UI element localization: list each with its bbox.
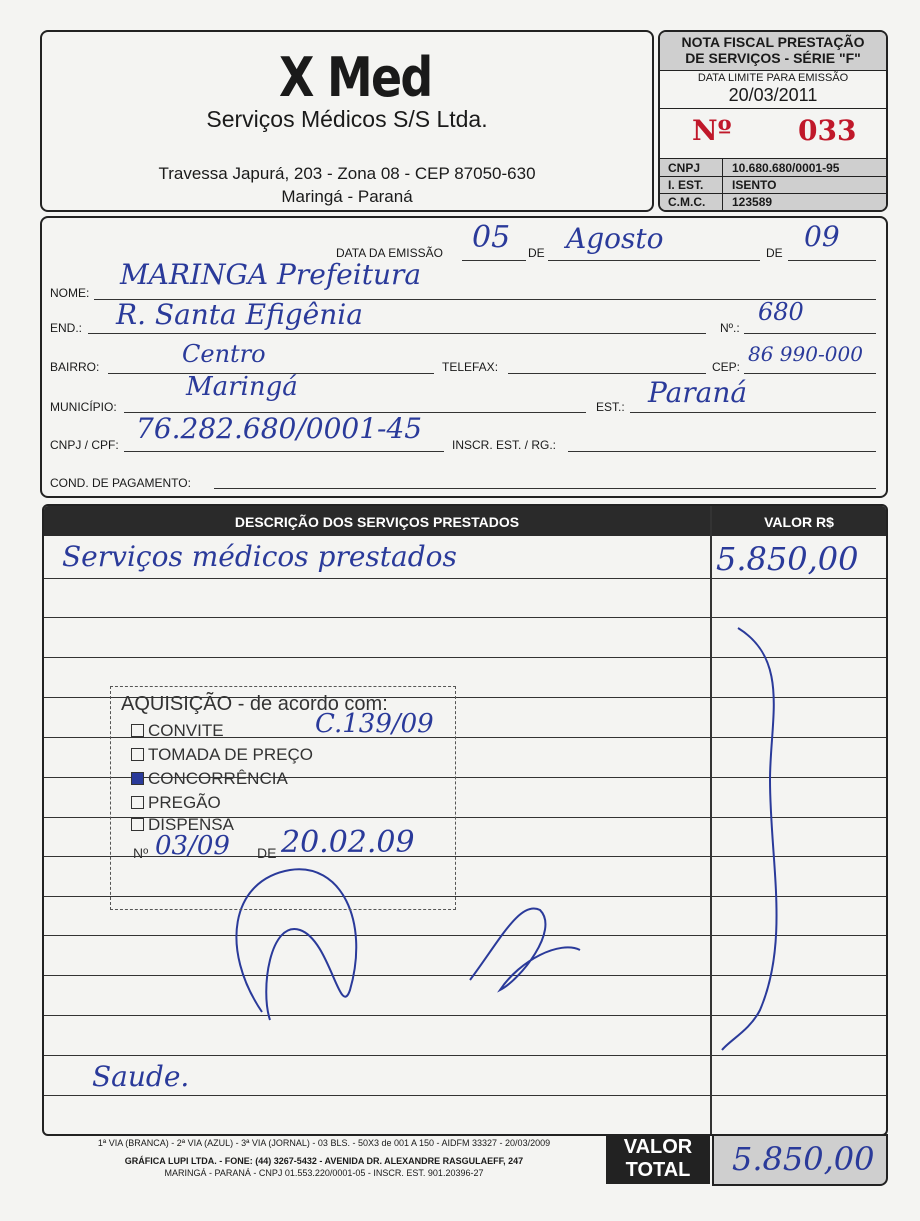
acquisition-stamp [110, 686, 456, 910]
company-logo: X Med [279, 46, 432, 109]
emission-year[interactable]: 09 [804, 220, 840, 253]
stamp-convite: CONVITE [131, 721, 224, 741]
stamp-tomada: TOMADA DE PREÇO [131, 745, 313, 765]
cep-value[interactable]: 86 990-000 [748, 342, 863, 366]
cep-label: CEP: [712, 360, 741, 374]
numero-value[interactable]: 680 [758, 298, 804, 326]
stamp-concorrencia: CONCORRÊNCIA [131, 769, 288, 789]
company-city: Maringá - Paraná [281, 187, 413, 206]
services-desc-header: DESCRIÇÃO DOS SERVIÇOS PRESTADOS [234, 514, 520, 530]
est-value[interactable]: Paraná [648, 376, 748, 409]
emission-day[interactable]: 05 [472, 220, 511, 255]
bairro-value[interactable]: Centro [182, 340, 266, 368]
stamp-code[interactable]: C.139/09 [315, 709, 434, 739]
cond-pagamento-label: COND. DE PAGAMENTO: [50, 476, 191, 490]
stamp-dispensa: DISPENSA [131, 815, 234, 835]
nota-title-2: DE SERVIÇOS - SÉRIE "F" [685, 50, 861, 66]
stamp-no-value[interactable]: 03/09 [155, 831, 230, 861]
footer-line-1: 1ª VIA (BRANCA) - 2ª VIA (AZUL) - 3ª VIA (JORNAL) - 03 BLS. - 50X3 de 001 A 150 - AIDFM 33327 - 20/03/2009 [97, 1138, 551, 1148]
stamp-de-label: DE [257, 845, 277, 861]
nota-number: 033 [798, 114, 857, 147]
inscr-label: INSCR. EST. / RG.: [452, 438, 557, 452]
stamp-date-value[interactable]: 20.02.09 [281, 825, 415, 860]
bracket-stroke [722, 628, 777, 1050]
stamp-no-label: Nº [133, 845, 149, 861]
municipio-label: MUNICÍPIO: [50, 400, 117, 414]
emission-month[interactable]: Agosto [566, 222, 664, 255]
telefax-label: TELEFAX: [442, 360, 499, 374]
valor-total-label-1: VALOR [623, 1136, 693, 1158]
pregao-checkbox[interactable] [131, 796, 144, 809]
end-value[interactable]: R. Santa Efigênia [116, 298, 363, 331]
signature-stroke-right [470, 908, 580, 990]
limit-date: 20/03/2011 [728, 85, 818, 105]
number-label: Nº [692, 114, 732, 147]
iest-value: ISENTO [732, 178, 777, 192]
est-label: EST.: [596, 400, 625, 414]
service-item-value[interactable]: 5.850,00 [716, 540, 859, 578]
cmc-label: C.M.C. [668, 195, 706, 209]
company-name: Serviços Médicos S/S Ltda. [206, 106, 488, 132]
convite-checkbox[interactable] [131, 724, 144, 737]
tomada-checkbox[interactable] [131, 748, 144, 761]
emission-date-label: DATA DA EMISSÃO [336, 246, 443, 260]
cnpj-label: CNPJ [668, 161, 701, 175]
valor-total-box [712, 1134, 888, 1186]
end-label: END.: [50, 321, 83, 335]
de-label-2: DE [766, 246, 783, 260]
service-note[interactable]: Saude. [92, 1060, 190, 1093]
service-item-description[interactable]: Serviços médicos prestados [62, 540, 457, 573]
footer-line-3: MARINGÁ - PARANÁ - CNPJ 01.553.220/0001-05 - INSCR. EST. 901.20396-27 [164, 1168, 484, 1178]
dispensa-checkbox[interactable] [131, 818, 144, 831]
stamp-pregao: PREGÃO [131, 793, 221, 813]
cnpj-cpf-value[interactable]: 76.282.680/0001-45 [136, 412, 423, 445]
valor-total-label-2: TOTAL [625, 1159, 691, 1181]
cnpj-cpf-label: CNPJ / CPF: [50, 438, 119, 452]
municipio-value[interactable]: Maringá [186, 372, 298, 402]
cnpj-value: 10.680.680/0001-95 [732, 161, 840, 175]
valor-total-label-box [606, 1134, 710, 1184]
numero-label: Nº.: [720, 321, 740, 335]
nome-value[interactable]: MARINGA Prefeitura [120, 258, 422, 291]
concorrencia-checkbox[interactable] [131, 772, 144, 785]
company-address: Travessa Japurá, 203 - Zona 08 - CEP 87050-630 [158, 164, 536, 183]
de-label-1: DE [528, 246, 545, 260]
stamp-title: AQUISIÇÃO - de acordo com: [121, 693, 388, 715]
nome-label: NOME: [50, 286, 90, 300]
footer-line-2: GRÁFICA LUPI LTDA. - FONE: (44) 3267-5432 - AVENIDA DR. ALEXANDRE RASGULAEFF, 247 [124, 1156, 524, 1166]
iest-label: I. EST. [668, 178, 704, 192]
services-valor-header: VALOR R$ [764, 514, 834, 530]
limit-label: DATA LIMITE PARA EMISSÃO [697, 72, 849, 84]
cmc-value: 123589 [732, 195, 773, 209]
nota-title-1: NOTA FISCAL PRESTAÇÃO [681, 34, 865, 50]
valor-total-value[interactable]: 5.850,00 [732, 1140, 875, 1178]
bairro-label: BAIRRO: [50, 360, 100, 374]
